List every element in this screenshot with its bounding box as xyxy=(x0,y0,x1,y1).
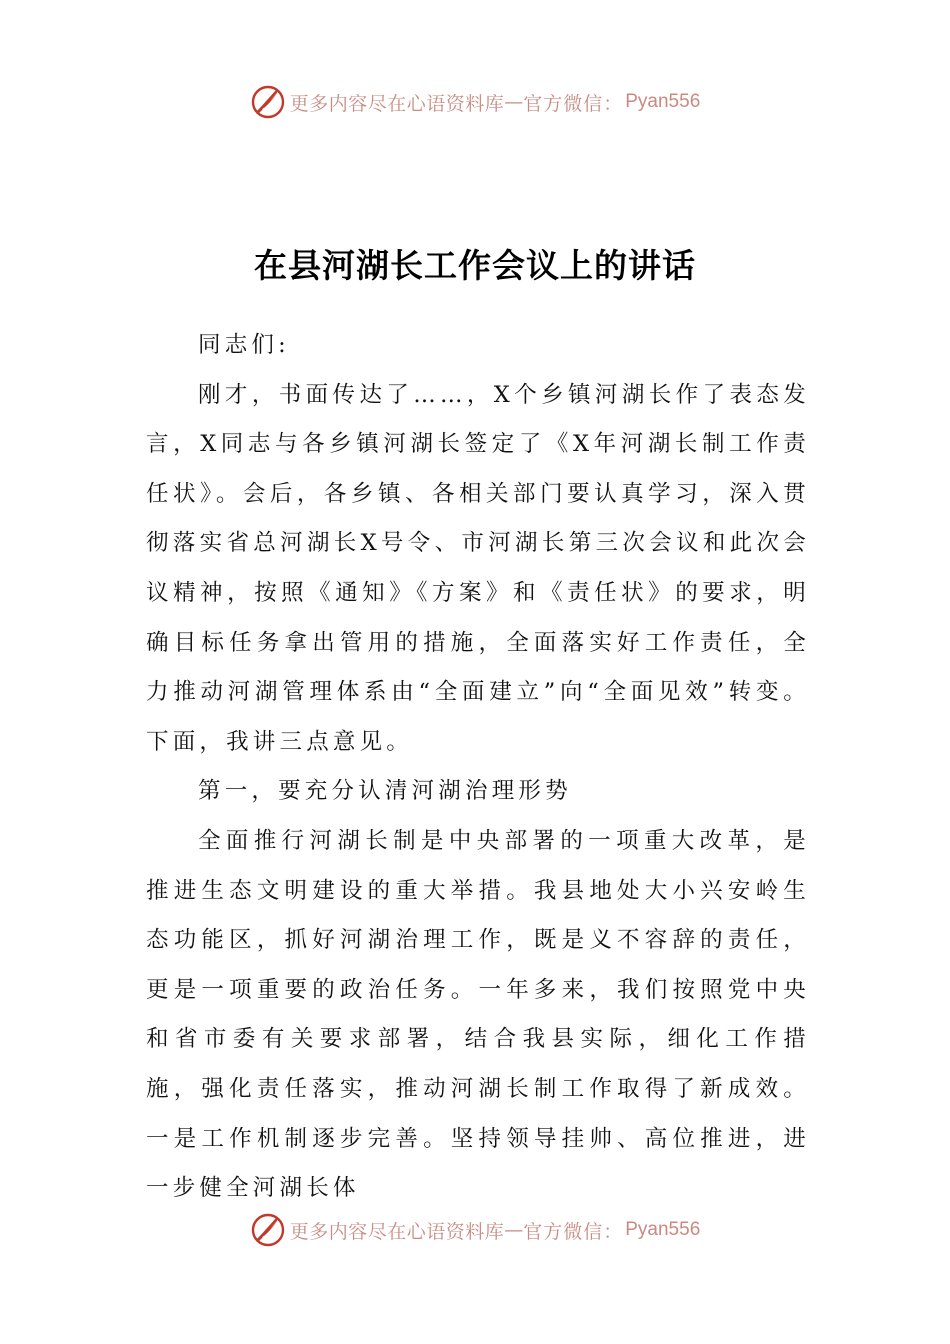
watermark-banner-bottom xyxy=(0,1212,950,1248)
section-heading-1: 第一，要充分认清河湖治理形势 xyxy=(198,778,572,805)
quill-logo-icon xyxy=(250,84,286,120)
watermark-label: 官方微信： xyxy=(523,92,624,115)
watermark-dash: — xyxy=(504,1219,524,1241)
watermark-label: 官方微信： xyxy=(523,1220,624,1243)
quill-logo-icon xyxy=(250,1212,286,1248)
document-title: 在县河湖长工作会议上的讲话 xyxy=(254,246,696,285)
salutation: 同志们: xyxy=(198,332,290,358)
watermark-site: 更多内容尽在心语资料库 xyxy=(289,92,505,115)
watermark-id: Pyan556 xyxy=(625,91,701,112)
document-body xyxy=(146,321,810,1214)
watermark-dash: — xyxy=(504,91,524,113)
watermark-banner-top xyxy=(0,84,950,120)
paragraph-section-1: 全面推行河湖长制是中央部署的一项重大改革，是推进生态文明建设的重大举措。我县地处大小兴安岭生态功能区，抓好河湖治理工作，既是义不容辞的责任，更是一项重要的政治任务。一年多来，我们按照党中央和省市委有关要求部署，结合我县实际，细化工作措施，强化责任落实，推动河湖长制工作取得了新成效。一是工作机制逐步完善。坚持领导挂帅、高位推进，进一步健全河湖长体 xyxy=(146,827,810,1202)
paragraph-intro: 刚才，书面传达了……，X个乡镇河湖长作了表态发言，X同志与各乡镇河湖长签定了《X年河湖长制工作责任状》。会后，各乡镇、各相关部门要认真学习，深入贯彻落实省总河湖长X号令、市河湖长第三次会议和此次会议精神，按照《通知》《方案》和《责任状》的要求，明确目标任务拿出管用的措施，全面落实好工作责任，全力推动河湖管理体系由“全面建立”向“全面见效”转变。下面，我讲三点意见。 xyxy=(146,381,810,755)
watermark-id: Pyan556 xyxy=(625,1219,701,1240)
watermark-site: 更多内容尽在心语资料库 xyxy=(289,1220,505,1243)
